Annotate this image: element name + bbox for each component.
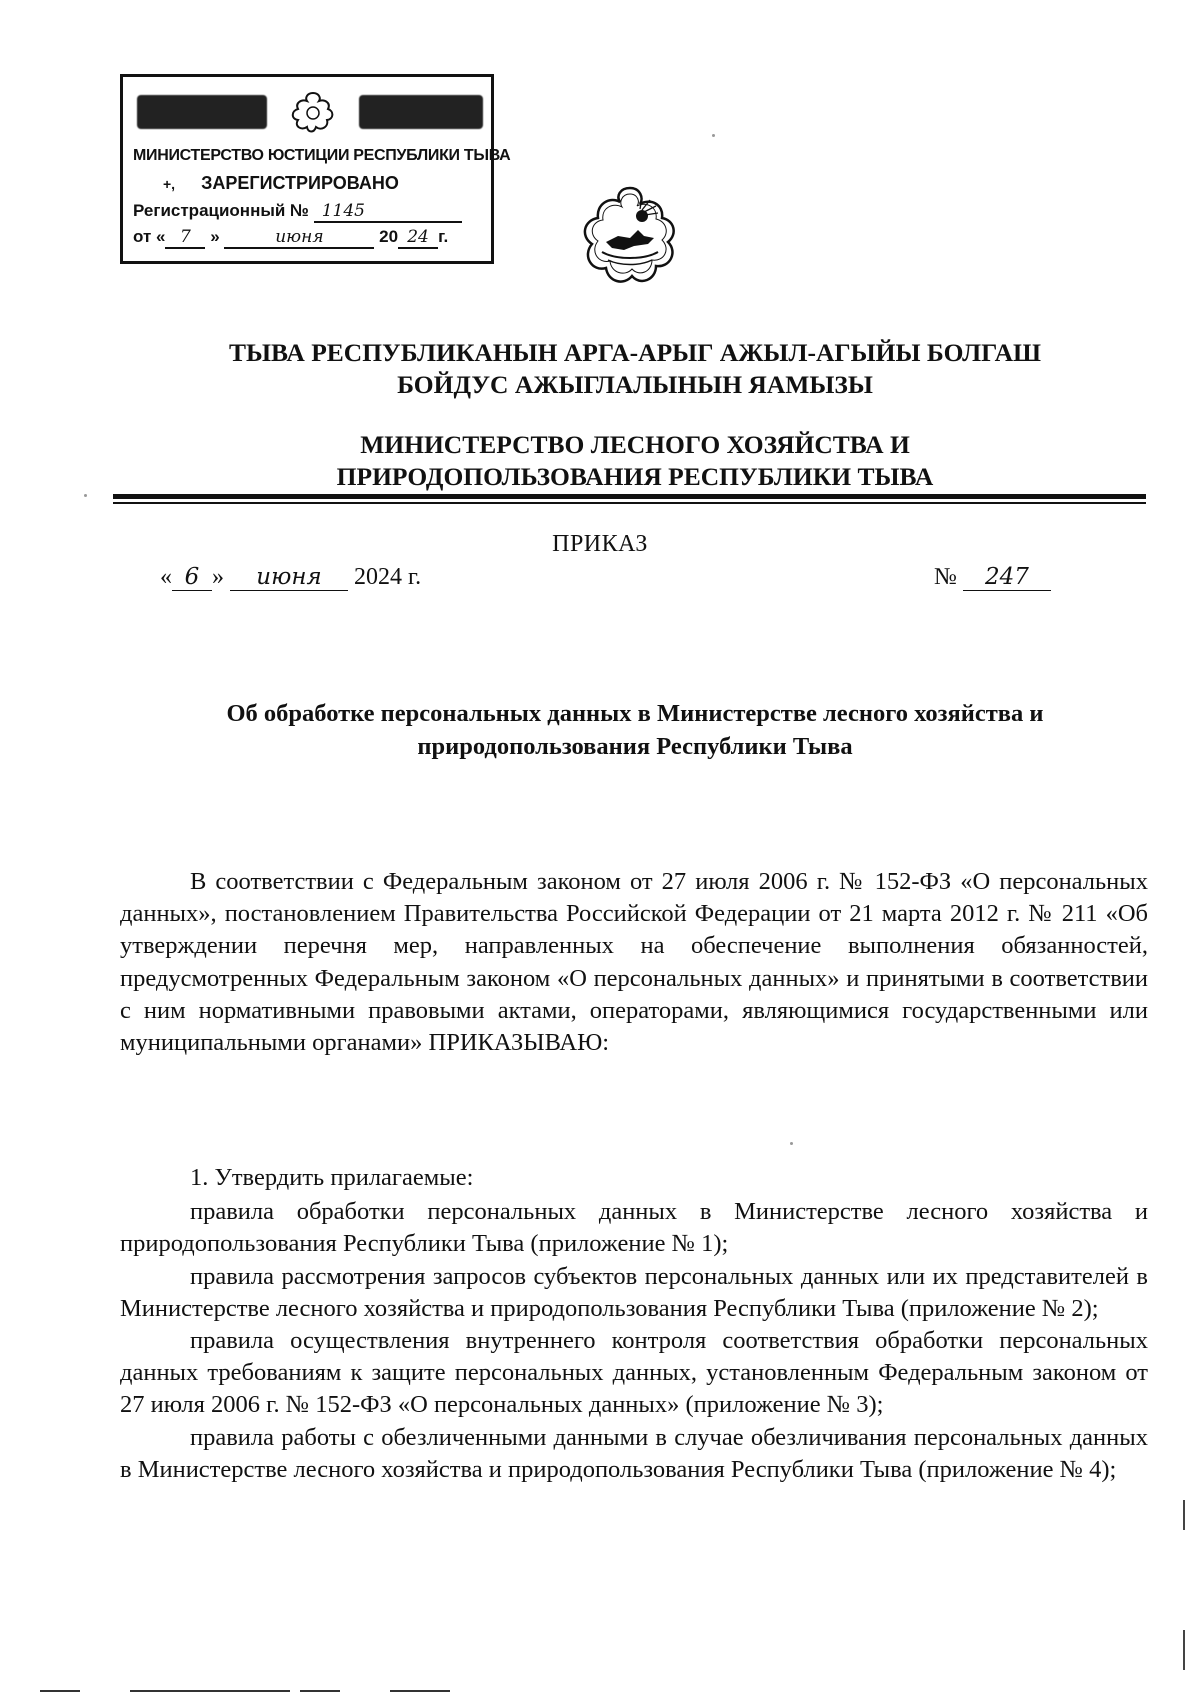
stamp-reg-number: 1145 (314, 201, 462, 223)
list-item-1: 1. Утвердить прилагаемые: (190, 1164, 474, 1191)
stamp-date-day: 7 (165, 227, 205, 249)
order-number-label: № (934, 564, 957, 590)
order-number (934, 564, 1051, 591)
stamp-blot (359, 95, 483, 129)
scan-speck (84, 494, 87, 497)
stamp-reg-number-line (133, 201, 462, 223)
stamp-date-month: июня (224, 227, 374, 249)
list-subitem: правила рассмотрения запросов субъектов персональных данных или их представителей в Министерстве лесного хозяйства и природопользования Республики Тыва (приложение № 2); (120, 1262, 1148, 1322)
scan-speck (790, 1142, 793, 1145)
footer-dash (40, 1690, 80, 1692)
footer-dash (300, 1690, 340, 1692)
order-kind: ПРИКАЗ (552, 531, 648, 557)
stamp-registered-line: +, ЗАРЕГИСТРИРОВАНО (163, 173, 399, 193)
header-tuvan (120, 337, 1150, 401)
scan-edge-mark (1183, 1500, 1185, 1530)
list-subitem: правила работы с обезличенными данными в случае обезличивания персональных данных в Министерстве лесного хозяйства и природопользования Республики Тыва (приложение № 4); (120, 1423, 1148, 1483)
list-subitem: правила обработки персональных данных в Министерстве лесного хозяйства и природопользования Республики Тыва (приложение № 1); (120, 1198, 1148, 1258)
stamp-date-mid: » (210, 227, 220, 246)
stamp-date-year-prefix: 20 (379, 227, 399, 246)
stamp-date-end: г. (438, 227, 449, 246)
header-tuvan-line-2: БОЙДУС АЖЫГЛАЛЫНЫН ЯАМЫЗЫ (397, 370, 873, 399)
document-title-line-1: Об обработке персональных данных в Министерстве лесного хозяйства и (226, 700, 1044, 727)
order-year: 2024 г. (354, 564, 422, 590)
document-title (120, 697, 1150, 763)
order-date (160, 564, 421, 591)
order-month: июня (230, 564, 348, 591)
intro-paragraph: В соответствии с Федеральным законом от 27 июля 2006 г. № 152-ФЗ «О персональных данных», постановлением Правительства Российской Федерации от 21 марта 2012 г. № 211 «Об утверждении перечня мер, направленных на обеспечение выполнения обязанностей, предусмотренных Федеральным законом «О персональных данных» и принятыми в соответствии с ним нормативными правовыми актами, операторами, являющимися государственными или муниципальными органами» ПРИКАЗЫВАЮ: (120, 868, 1148, 1057)
body-list (120, 1162, 1148, 1486)
order-number-value: 247 (963, 564, 1051, 591)
registration-stamp (120, 74, 511, 264)
stamp-date-prefix: от « (133, 227, 166, 246)
order-day: 6 (172, 564, 212, 591)
stamp-reg-label: Регистрационный № (133, 201, 309, 220)
list-subitem: правила осуществления внутреннего контроля соответствия обработки персональных данных требованиям к защите персональных данных, установленным Федеральным законом от 27 июля 2006 г. № 152-ФЗ «О персональных данных» (приложение № 3); (120, 1327, 1148, 1419)
header-tuvan-line-1: ТЫВА РЕСПУБЛИКАНЫН АРГА-АРЫГ АЖЫЛ-АГЫЙЫ БОЛГАШ (228, 338, 1041, 367)
header-divider-thin (113, 502, 1146, 504)
body-intro (120, 866, 1148, 1059)
header-russian-line-1: МИНИСТЕРСТВО ЛЕСНОГО ХОЗЯЙСТВА И (360, 430, 910, 459)
order-date-open: « (160, 564, 172, 590)
stamp-emblem-icon (281, 89, 345, 137)
stamp-ministry-line: МИНИСТЕРСТВО ЮСТИЦИИ РЕСПУБЛИКИ ТЫВА (133, 147, 511, 164)
stamp-date-line (133, 227, 448, 249)
stamp-date-year-suffix: 24 (398, 227, 438, 249)
header-divider-thick (113, 494, 1146, 499)
header-russian (120, 429, 1150, 493)
footer-dash (130, 1690, 290, 1692)
document-title-line-2: природопользования Республики Тыва (417, 733, 853, 760)
scan-edge-mark (1183, 1630, 1185, 1670)
footer-dash (390, 1690, 450, 1692)
order-date-close: » (212, 564, 224, 590)
header-russian-line-2: ПРИРОДОПОЛЬЗОВАНИЯ РЕСПУБЛИКИ ТЫВА (336, 462, 934, 491)
scan-speck (712, 134, 715, 137)
stamp-registered-text: ЗАРЕГИСТРИРОВАНО (201, 173, 399, 193)
tuva-emblem-icon (572, 180, 688, 296)
stamp-blot (137, 95, 267, 129)
